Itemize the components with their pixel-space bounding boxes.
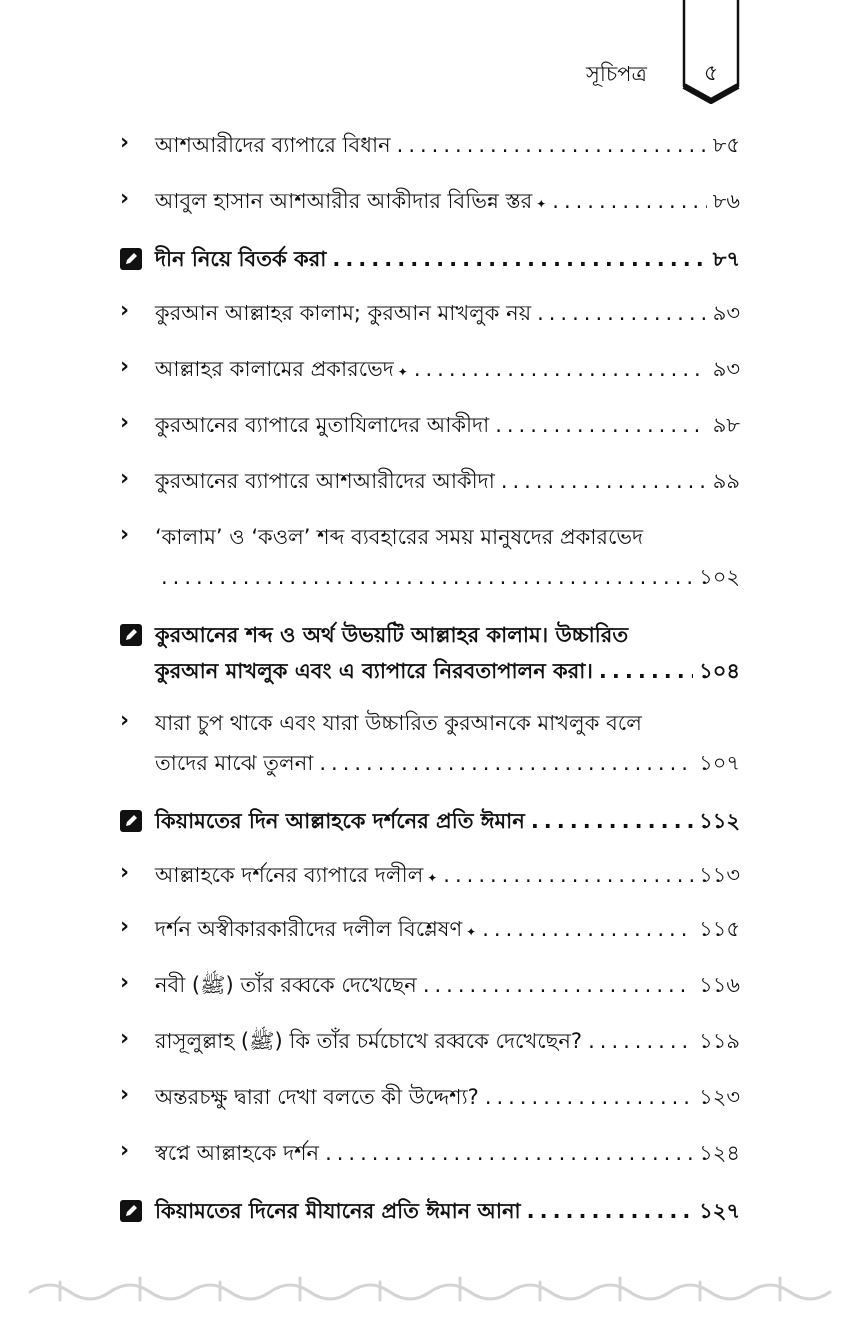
toc-entry[interactable]	[120, 410, 740, 442]
entry-title: নবী (ﷺ) তাঁর রব্বকে দেখেছেন	[155, 973, 417, 997]
dot-leader	[537, 298, 707, 328]
chevron-right-icon: ›	[120, 354, 130, 379]
pencil-box-icon	[120, 624, 142, 646]
dot-leader	[443, 860, 693, 890]
section-page: ১২৭	[699, 1199, 740, 1223]
entry-page: ১০৭	[699, 751, 740, 775]
chevron-right-icon: ›	[120, 1138, 130, 1163]
dot-leader	[495, 410, 707, 440]
pencil-box-icon	[120, 810, 142, 832]
entry-page: ৯৩	[712, 357, 740, 381]
section-title: কিয়ামতের দিনের মীযানের প্রতি ঈমান আনা	[155, 1199, 521, 1223]
toc-section[interactable]	[120, 244, 740, 276]
entry-page: ৯৯	[712, 469, 740, 493]
dot-leader	[332, 244, 706, 274]
toc-entry[interactable]	[120, 970, 740, 1002]
sparkle-icon: ✦	[536, 197, 547, 211]
entry-page: ৯৩	[712, 301, 740, 325]
entry-page: ১১৯	[699, 1029, 740, 1053]
decorative-calligraphy-band	[0, 1262, 858, 1318]
entry-title: আল্লাহর কালামের প্রকারভেদ	[155, 357, 394, 381]
toc-entry[interactable]	[120, 298, 740, 330]
chevron-right-icon: ›	[120, 186, 130, 211]
entry-page: ১২৩	[699, 1085, 740, 1109]
entry-title: রাসূলুল্লাহ (ﷺ) কি তাঁর চর্মচোখে রব্বকে দেখেছেন?	[155, 1029, 583, 1053]
chevron-right-icon: ›	[120, 914, 130, 939]
toc-entry[interactable]	[120, 914, 740, 946]
entry-title: আশআরীদের ব্যাপারে বিধান	[155, 133, 391, 157]
chevron-right-icon: ›	[120, 298, 130, 323]
running-header-title: সূচিপত্র	[586, 62, 647, 86]
dot-leader	[319, 748, 693, 778]
entry-title: স্বপ্নে আল্লাহকে দর্শন	[155, 1141, 320, 1165]
dot-leader	[531, 806, 693, 836]
section-title-line1: কুরআনের শব্দ ও অর্থ উভয়টি আল্লাহর কালাম। উচ্চারিত	[155, 623, 629, 647]
chevron-right-icon: ›	[120, 970, 130, 995]
dot-leader	[397, 130, 707, 160]
toc-entry[interactable]	[120, 708, 740, 778]
entry-title-line1: ‘কালাম’ ও ‘কওল’ শব্দ ব্যবহারের সময় মানুষদের প্রকারভেদ	[155, 525, 644, 549]
entry-title-line1: যারা চুপ থাকে এবং যারা উচ্চারিত কুরআনকে মাখলুক বলে	[155, 711, 642, 735]
entry-title: কুরআন আল্লাহর কালাম; কুরআন মাখলুক নয়	[155, 301, 532, 325]
chevron-right-icon: ›	[120, 708, 130, 733]
entry-page: ৯৮	[712, 413, 740, 437]
section-title: কিয়ামতের দিন আল্লাহকে দর্শনের প্রতি ঈমান	[155, 809, 525, 833]
toc-entry[interactable]	[120, 186, 740, 218]
dot-leader	[414, 354, 707, 384]
entry-page: ১১৩	[699, 863, 740, 887]
section-page: ৮৭	[712, 247, 740, 271]
chevron-right-icon: ›	[120, 410, 130, 435]
toc-section[interactable]	[120, 806, 740, 838]
dot-leader	[423, 970, 693, 1000]
entry-page: ১১৫	[699, 917, 740, 941]
entry-page: ৮৬	[712, 189, 740, 213]
dot-leader	[552, 186, 706, 216]
entry-title: অন্তরচক্ষু দ্বারা দেখা বলতে কী উদ্দেশ্য?	[155, 1085, 479, 1109]
section-page: ১১২	[699, 809, 740, 833]
toc-entry[interactable]	[120, 1082, 740, 1114]
section-page: ১০৪	[699, 659, 740, 683]
dot-leader	[599, 656, 693, 686]
toc-section[interactable]	[120, 1196, 740, 1228]
chevron-right-icon: ›	[120, 522, 130, 547]
chevron-right-icon: ›	[120, 466, 130, 491]
toc-entry[interactable]	[120, 1026, 740, 1058]
dot-leader	[325, 1138, 693, 1168]
dot-leader	[501, 466, 707, 496]
entry-page: ৮৫	[712, 133, 740, 157]
sparkle-icon: ✦	[466, 925, 477, 939]
dot-leader	[527, 1196, 693, 1226]
toc-entry[interactable]	[120, 522, 740, 592]
chevron-right-icon: ›	[120, 1026, 130, 1051]
section-title: দীন নিয়ে বিতর্ক করা	[155, 247, 327, 271]
sparkle-icon: ✦	[427, 871, 438, 885]
page-number: ৫	[703, 61, 719, 86]
sparkle-icon: ✦	[397, 365, 408, 379]
dot-leader	[161, 562, 693, 592]
toc-entry[interactable]	[120, 354, 740, 386]
entry-page: ১১৬	[699, 973, 740, 997]
dot-leader	[482, 914, 693, 944]
toc-entry[interactable]	[120, 1138, 740, 1170]
entry-title: আল্লাহকে দর্শনের ব্যাপারে দলীল	[155, 863, 424, 887]
dot-leader	[485, 1082, 693, 1112]
entry-title: আবুল হাসান আশআরীর আকীদার বিভিন্ন স্তর	[155, 189, 533, 213]
pencil-box-icon	[120, 248, 142, 270]
pencil-box-icon	[120, 1200, 142, 1222]
section-title: কুরআন মাখলুক এবং এ ব্যাপারে নিরবতাপালন করা।	[155, 659, 593, 683]
entry-title: তাদের মাঝে তুলনা	[155, 751, 314, 775]
toc-section[interactable]	[120, 620, 740, 690]
chevron-right-icon: ›	[120, 130, 130, 155]
entry-title: দর্শন অস্বীকারকারীদের দলীল বিশ্লেষণ	[155, 917, 463, 941]
entry-page: ১০২	[699, 565, 740, 589]
chevron-right-icon: ›	[120, 860, 130, 885]
toc-entry[interactable]	[120, 130, 740, 162]
dot-leader	[588, 1026, 693, 1056]
entry-title: কুরআনের ব্যাপারে মুতাযিলাদের আকীদা	[155, 413, 490, 437]
entry-page: ১২৪	[699, 1141, 740, 1165]
toc-entry[interactable]	[120, 860, 740, 892]
entry-title: কুরআনের ব্যাপারে আশআরীদের আকীদা	[155, 469, 495, 493]
toc-entry[interactable]	[120, 466, 740, 498]
chevron-right-icon: ›	[120, 1082, 130, 1107]
